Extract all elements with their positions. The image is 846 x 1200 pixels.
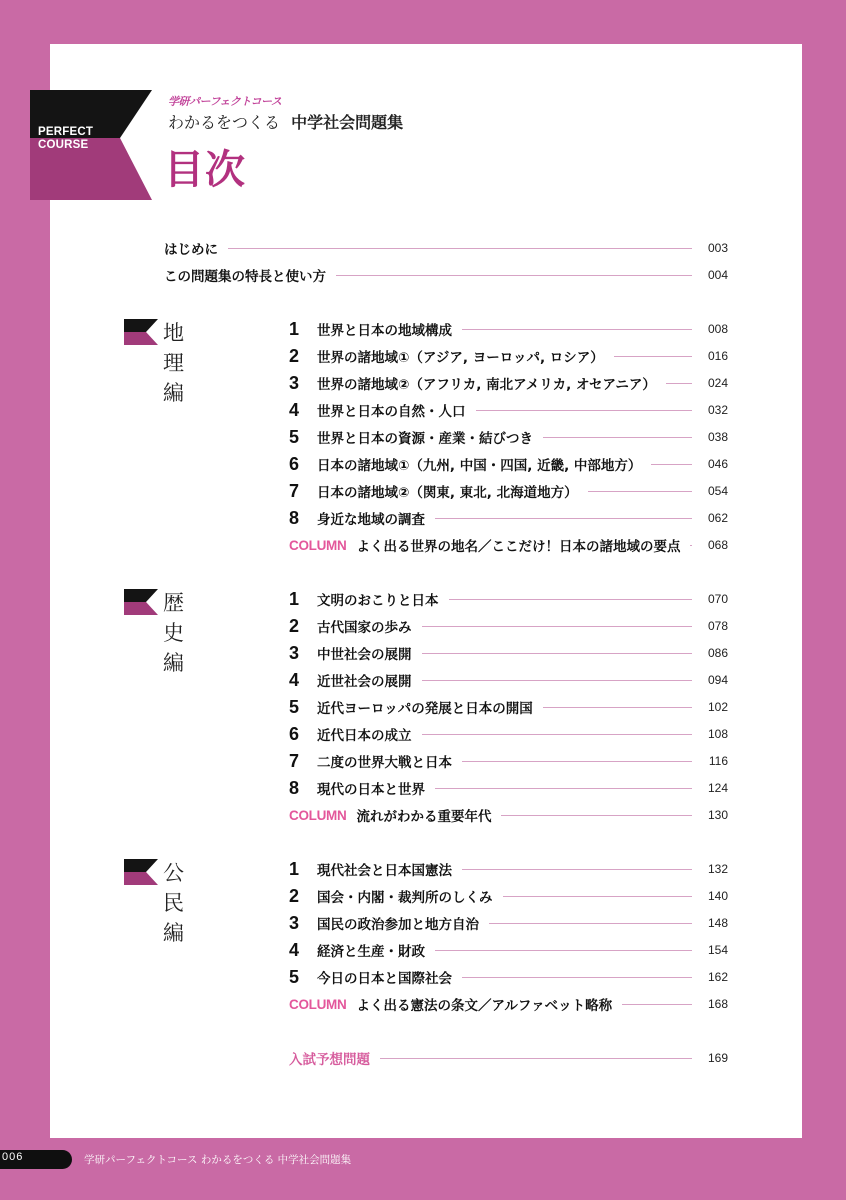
toc-entry-title: 世界と日本の自然・人口 — [317, 404, 466, 420]
toc-entry-title: この問題集の特長と使い方 — [164, 269, 326, 285]
toc-chapter-row[interactable] — [289, 319, 728, 339]
toc-entry-title: 世界の諸地域①（アジア, ヨーロッパ, ロシア） — [317, 350, 604, 366]
subtitle-lead: わかるをつくる — [168, 113, 281, 132]
leader-line — [336, 275, 692, 276]
toc-entry-title: 経済と生産・財政 — [317, 944, 425, 960]
page-number: 070 — [707, 592, 728, 606]
toc-entry-title: 現代の日本と世界 — [317, 782, 425, 798]
toc-chapter-row[interactable] — [289, 913, 728, 933]
toc-chapter-row[interactable] — [289, 400, 728, 420]
leader-line — [489, 923, 692, 924]
page-number: 154 — [707, 943, 728, 957]
perfect-course-badge — [30, 90, 158, 200]
toc-entry-title: 近世社会の展開 — [317, 674, 412, 690]
page-number: 046 — [707, 457, 728, 471]
page-number: 168 — [707, 997, 728, 1011]
leader-line — [503, 896, 693, 897]
leader-line — [449, 599, 693, 600]
toc-column-row[interactable] — [289, 805, 728, 825]
chapter-number: 3 — [289, 372, 300, 393]
leader-line — [422, 653, 693, 654]
toc-exam-row[interactable] — [289, 1048, 728, 1068]
section-flag-icon — [124, 319, 158, 347]
page-number: 169 — [707, 1051, 728, 1065]
page-number: 032 — [707, 403, 728, 417]
section-name: 地理編 — [163, 321, 184, 405]
leader-line — [435, 518, 692, 519]
page-number: 068 — [707, 538, 728, 552]
leader-line — [422, 734, 693, 735]
page-number: 162 — [707, 970, 728, 984]
page-number: 004 — [707, 268, 728, 282]
toc-entry-title: 二度の世界大戦と日本 — [317, 755, 452, 771]
leader-line — [422, 626, 693, 627]
toc-chapter-row[interactable] — [289, 940, 728, 960]
toc-entry-title: 近代ヨーロッパの発展と日本の開国 — [317, 701, 533, 717]
chapter-number: 8 — [289, 777, 300, 798]
page-number: 038 — [707, 430, 728, 444]
page-number: 148 — [707, 916, 728, 930]
footer-page-number: 006 — [2, 1151, 24, 1163]
column-label: COLUMN — [289, 537, 347, 553]
leader-line — [622, 1004, 692, 1005]
page-number: 108 — [707, 727, 728, 741]
toc-chapter-row[interactable] — [289, 508, 728, 528]
toc-chapter-row[interactable] — [289, 670, 728, 690]
toc-entry-title: はじめに — [164, 242, 218, 258]
chapter-number: 3 — [289, 912, 300, 933]
chapter-number: 6 — [289, 453, 300, 474]
leader-line — [228, 248, 692, 249]
toc-entry-title: 今日の日本と国際社会 — [317, 971, 452, 987]
series-name: 学研パーフェクトコース — [168, 95, 282, 108]
leader-line — [462, 977, 692, 978]
page-number: 062 — [707, 511, 728, 525]
chapter-number: 4 — [289, 939, 300, 960]
leader-line — [666, 383, 692, 384]
page-number: 008 — [707, 322, 728, 336]
leader-line — [435, 950, 692, 951]
leader-line — [614, 356, 692, 357]
page-title: 目次 — [164, 147, 246, 193]
toc-chapter-row[interactable] — [289, 724, 728, 744]
toc-chapter-row[interactable] — [289, 481, 728, 501]
chapter-number: 4 — [289, 669, 300, 690]
page-number: 024 — [707, 376, 728, 390]
toc-chapter-row[interactable] — [289, 967, 728, 987]
chapter-number: 3 — [289, 642, 300, 663]
leader-line — [380, 1058, 692, 1059]
column-label: COLUMN — [289, 996, 347, 1012]
leader-line — [543, 437, 692, 438]
toc-chapter-row[interactable] — [289, 643, 728, 663]
section-flag-icon — [124, 589, 158, 617]
toc-chapter-row[interactable] — [289, 616, 728, 636]
toc-entry-title: 中世社会の展開 — [317, 647, 412, 663]
leader-line — [462, 869, 692, 870]
leader-line — [651, 464, 692, 465]
page-number: 054 — [707, 484, 728, 498]
toc-chapter-row[interactable] — [289, 346, 728, 366]
toc-entry-title: 古代国家の歩み — [317, 620, 412, 636]
badge-label-course: COURSE — [38, 139, 89, 151]
leader-line — [476, 410, 693, 411]
toc-chapter-row[interactable] — [289, 697, 728, 717]
page-number: 078 — [707, 619, 728, 633]
section-flag-icon — [124, 859, 158, 887]
chapter-number: 2 — [289, 885, 300, 906]
toc-entry-title: 入試予想問題 — [289, 1052, 370, 1068]
chapter-number: 5 — [289, 966, 300, 987]
toc-chapter-row[interactable] — [289, 778, 728, 798]
chapter-number: 2 — [289, 615, 300, 636]
toc-entry-title: 日本の諸地域②（関東, 東北, 北海道地方） — [317, 485, 578, 501]
leader-line — [543, 707, 692, 708]
toc-entry-title: 国会・内閣・裁判所のしくみ — [317, 890, 493, 906]
toc-entry-title: よく出る憲法の条文／アルファベット略称 — [356, 998, 613, 1014]
leader-line — [435, 788, 692, 789]
chapter-number: 1 — [289, 318, 300, 339]
chapter-number: 1 — [289, 588, 300, 609]
toc-chapter-row[interactable] — [289, 886, 728, 906]
chapter-number: 4 — [289, 399, 300, 420]
chapter-number: 1 — [289, 858, 300, 879]
chapter-number: 5 — [289, 426, 300, 447]
toc-entry-title: よく出る世界の地名／ここだけ！日本の諸地域の要点 — [356, 539, 681, 555]
page-number: 003 — [707, 241, 728, 255]
chapter-number: 8 — [289, 507, 300, 528]
toc-column-row[interactable] — [289, 994, 728, 1014]
toc-entry-title: 近代日本の成立 — [317, 728, 412, 744]
section-name: 歴史編 — [163, 591, 184, 675]
leader-line — [690, 545, 692, 546]
leader-line — [422, 680, 693, 681]
toc-chapter-row[interactable] — [289, 589, 728, 609]
toc-intro-row[interactable] — [164, 238, 728, 258]
toc-entry-title: 文明のおこりと日本 — [317, 593, 439, 609]
toc-entry-title: 世界と日本の地域構成 — [317, 323, 452, 339]
chapter-number: 2 — [289, 345, 300, 366]
toc-entry-title: 身近な地域の調査 — [317, 512, 425, 528]
chapter-number: 6 — [289, 723, 300, 744]
toc-entry-title: 世界と日本の資源・産業・結びつき — [317, 431, 533, 447]
chapter-number: 7 — [289, 750, 300, 771]
page-number: 124 — [707, 781, 728, 795]
page-number: 116 — [708, 754, 728, 768]
badge-label-perfect: PERFECT — [38, 126, 94, 138]
chapter-number: 7 — [289, 480, 300, 501]
book-subtitle — [168, 110, 403, 133]
page-number: 140 — [707, 889, 728, 903]
footer-book-title: 学研パーフェクトコース わかるをつくる 中学社会問題集 — [84, 1154, 352, 1166]
toc-chapter-row[interactable] — [289, 454, 728, 474]
toc-chapter-row[interactable] — [289, 373, 728, 393]
leader-line — [462, 761, 692, 762]
toc-entry-title: 日本の諸地域①（九州, 中国・四国, 近畿, 中部地方） — [317, 458, 642, 474]
section-name: 公民編 — [163, 861, 184, 945]
toc-column-row[interactable] — [289, 535, 728, 555]
toc-entry-title: 現代社会と日本国憲法 — [317, 863, 452, 879]
toc-entry-title: 流れがわかる重要年代 — [356, 809, 492, 825]
chapter-number: 5 — [289, 696, 300, 717]
column-label: COLUMN — [289, 807, 347, 823]
toc-chapter-row[interactable] — [289, 427, 728, 447]
page-number: 102 — [707, 700, 728, 714]
page-number: 094 — [707, 673, 728, 687]
leader-line — [462, 329, 692, 330]
toc-intro-row[interactable] — [164, 265, 728, 285]
leader-line — [501, 815, 692, 816]
toc-entry-title: 世界の諸地域②（アフリカ, 南北アメリカ, オセアニア） — [317, 377, 656, 393]
leader-line — [588, 491, 692, 492]
page-number: 130 — [707, 808, 728, 822]
toc-entry-title: 国民の政治参加と地方自治 — [317, 917, 479, 933]
page-number: 132 — [707, 862, 728, 876]
subtitle-main: 中学社会問題集 — [291, 113, 404, 132]
page-number: 016 — [707, 349, 728, 363]
toc-chapter-row[interactable] — [289, 751, 728, 771]
toc-chapter-row[interactable] — [289, 859, 728, 879]
page-number: 086 — [707, 646, 728, 660]
